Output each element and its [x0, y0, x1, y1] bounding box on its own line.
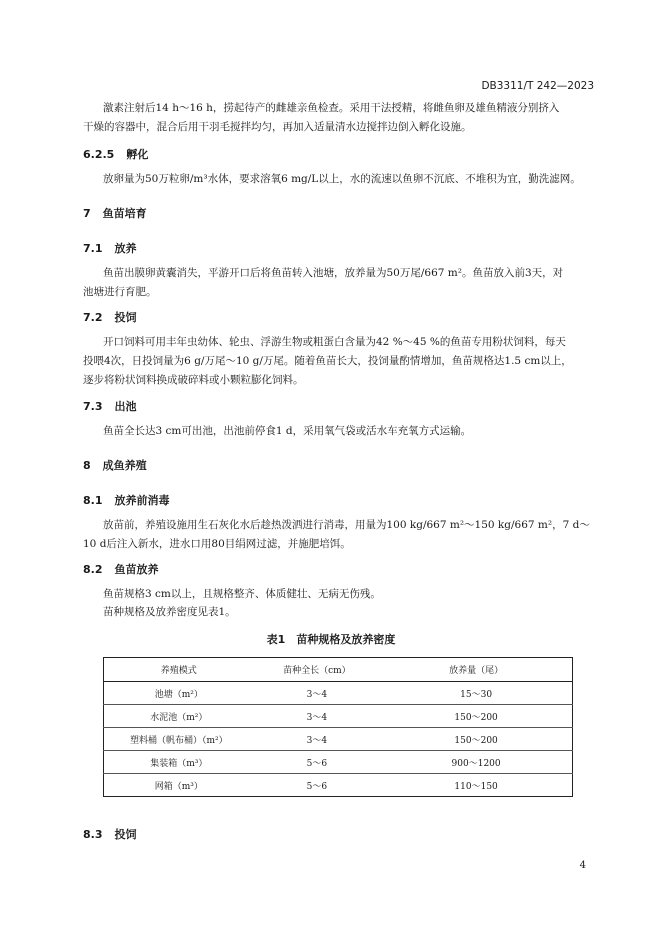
table-cell: 3～4: [254, 682, 381, 705]
section-number: 8: [83, 459, 91, 472]
column-header-length: 苗种全长（cm）: [254, 658, 381, 682]
section-title: 鱼苗培育: [102, 207, 147, 220]
table-cell: 15～30: [380, 682, 572, 705]
paragraph-line: 放苗前，养殖设施用生石灰化水后趁热泼洒进行消毒，用量为100 kg/667 m²～150 kg/667 m²，7 d～: [103, 519, 590, 531]
paragraph-line: 投喂4次，日投饲量为6 g/万尾～10 g/万尾。随着鱼苗长大，投饲量酌情增加，鱼苗规格达1.5 cm以上，: [83, 355, 572, 367]
table-cell: 5～6: [254, 751, 381, 774]
paragraph-line: 苗种规格及放养密度见表1。: [103, 606, 236, 618]
table-cell: 3～4: [254, 705, 381, 728]
spec-table: [103, 657, 573, 797]
section-heading-7-3: [83, 398, 137, 414]
table-row: [104, 728, 573, 751]
section-heading-7-1: [83, 240, 137, 256]
paragraph-line: 开口饲料可用丰年虫幼体、轮虫、浮游生物或粗蛋白含量为42 %～45 %的鱼苗专用粉状饲料，每天: [103, 336, 566, 348]
section-number: 7.2: [83, 311, 103, 324]
section-heading-8-2: [83, 561, 159, 577]
section-title: 放养前消毒: [114, 494, 170, 507]
table-row: [104, 751, 573, 774]
section-number: 7: [83, 207, 91, 220]
section-number: 7.3: [83, 400, 103, 413]
section-heading-8-3: [83, 826, 137, 842]
paragraph-line: 激素注射后14 h～16 h，捞起待产的雌雄亲鱼检查。采用干法授精，将雌鱼卵及雄鱼精液分别挤入: [103, 102, 560, 114]
table-cell: 150～200: [380, 705, 572, 728]
section-number: 8.2: [83, 563, 103, 576]
section-title: 鱼苗放养: [114, 563, 159, 576]
table-cell: 水泥池（m²）: [104, 705, 254, 728]
paragraph-line: 逐步将粉状饲料换成破碎料或小颗粒膨化饲料。: [83, 374, 304, 386]
section-title: 投饲: [114, 311, 137, 324]
table-cell: 3～4: [254, 728, 381, 751]
table-cell: 5～6: [254, 774, 381, 797]
section-heading-6-2-5: [83, 146, 148, 162]
table-cell: 110～150: [380, 774, 572, 797]
section-title: 投饲: [114, 828, 137, 841]
section-title: 放养: [114, 242, 137, 255]
table-cell: 集装箱（m³）: [104, 751, 254, 774]
table-cell: 900～1200: [380, 751, 572, 774]
section-title: 孵化: [126, 148, 149, 161]
section-number: 6.2.5: [83, 148, 115, 161]
table-row: [104, 774, 573, 797]
section-heading-8-1: [83, 492, 170, 508]
table-cell: 池塘（m²）: [104, 682, 254, 705]
table-header-row: [104, 658, 573, 682]
table-cell: 网箱（m³）: [104, 774, 254, 797]
page-number: 4: [579, 860, 586, 871]
paragraph-line: 池塘进行育肥。: [83, 286, 157, 298]
table-row: [104, 705, 573, 728]
table-cell: 150～200: [380, 728, 572, 751]
section-heading-7-2: [83, 309, 137, 325]
paragraph-line: 鱼苗规格3 cm以上，且规格整齐、体质健壮、无病无伤残。: [103, 588, 381, 600]
document-code: DB3311/T 242—2023: [481, 80, 594, 92]
paragraph-line: 鱼苗全长达3 cm可出池，出池前停食1 d，采用氧气袋或活水车充氧方式运输。: [103, 425, 472, 437]
table-cell: 塑料桶（帆布桶）（m²）: [104, 728, 254, 751]
column-header-mode: 养殖模式: [104, 658, 254, 682]
paragraph-line: 鱼苗出膜卵黄囊消失，平游开口后将鱼苗转入池塘，放养量为50万尾/667 m²。鱼苗放入前3天，对: [103, 267, 564, 279]
section-heading-7: [83, 205, 147, 221]
section-number: 8.1: [83, 494, 103, 507]
section-heading-8: [83, 457, 147, 473]
section-title: 成鱼养殖: [102, 459, 147, 472]
paragraph-line: 10 d后注入新水，进水口用80目绢网过滤，并施肥培饵。: [83, 538, 351, 550]
section-number: 8.3: [83, 828, 103, 841]
paragraph-line: 放卵量为50万粒卵/m³水体，要求溶氧6 mg/L以上，水的流速以鱼卵不沉底、不堆积为宜，勤洗滤网。: [103, 173, 581, 185]
column-header-stocking: 放养量（尾）: [380, 658, 572, 682]
section-title: 出池: [114, 400, 137, 413]
section-number: 7.1: [83, 242, 103, 255]
paragraph-line: 干燥的容器中，混合后用干羽毛搅拌均匀，再加入适量清水边搅拌边倒入孵化设施。: [83, 121, 472, 133]
table-caption: 表1 苗种规格及放养密度: [266, 633, 396, 646]
table-row: [104, 682, 573, 705]
